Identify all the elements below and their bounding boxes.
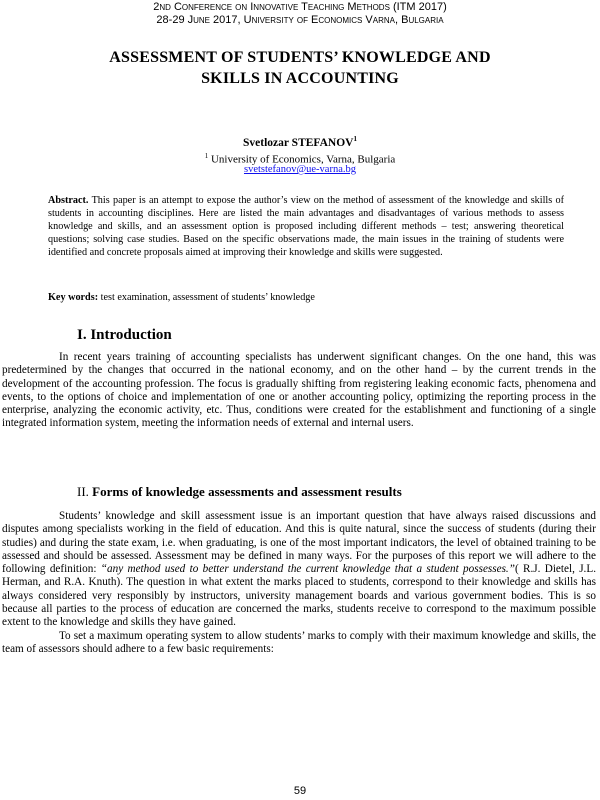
definition-quote: “any method used to better understand the current knowledge that a student possesses.” bbox=[100, 563, 515, 576]
author-name bbox=[0, 132, 600, 150]
affiliation-text: University of Economics, Varna, Bulgaria bbox=[210, 153, 396, 166]
paper-title-line-1: ASSESSMENT OF STUDENTS’ KNOWLEDGE AND bbox=[109, 49, 491, 66]
introduction-paragraph: In recent years training of accounting specialists has underwent significant changes. On the one hand, this was predetermined by the changes that occurred in the national economy, and on the other hand – by the current trends in the development of the accounting profession. The focus is gradually shifting from registering leaking economic facts, phenomena and events, to the options of choice and implementation of one or another accounting policy, optimizing the reporting process in the enterprise, analyzing the economic activity, etc. Thus, conditions were created for the establishment and functioning of a single integrated information system, meeting the information needs of external and internal users. bbox=[2, 351, 596, 430]
author-superscript: 1 bbox=[353, 135, 357, 143]
affiliation-superscript: 1 bbox=[204, 152, 209, 160]
paper-title bbox=[20, 47, 580, 89]
forms-body bbox=[2, 510, 596, 656]
keywords-label: Key words: bbox=[48, 292, 99, 303]
abstract bbox=[48, 195, 564, 260]
paper-title-line-2: SKILLS IN ACCOUNTING bbox=[201, 70, 399, 87]
introduction-body bbox=[2, 351, 596, 431]
keywords bbox=[48, 291, 564, 304]
abstract-first-sentence: This paper is an attempt to expose the author’s view on the method of bbox=[91, 195, 386, 206]
conference-line: 2nd Conference on Innovative Teaching Methods (ITM 2017) bbox=[153, 1, 447, 13]
section-heading-introduction: I. Introduction bbox=[77, 327, 172, 343]
page-number: 59 bbox=[293, 785, 307, 797]
conference-date-line: 28-29 June 2017, University of Economics Varna, Bulgaria bbox=[156, 14, 444, 26]
author-email bbox=[0, 163, 600, 176]
forms-paragraph-2: To set a maximum operating system to allow students’ marks to comply with their maximum knowledge and skills, the team of assessors should adhere to a few basic requirements: bbox=[2, 629, 596, 655]
abstract-label: Abstract. bbox=[48, 195, 89, 206]
author-email-link[interactable]: svetstefanov@ue-varna.bg bbox=[243, 164, 356, 175]
author-name-text: Svetlozar STEFANOV bbox=[243, 136, 354, 149]
running-header bbox=[0, 1, 600, 27]
abstract-text: assessment of the knowledge and skills of students in accounting disciplines. Here are listed the main advantages and disadvantages of various methods to assess knowledge and skills, and an assessment option is proposed including different methods – test; answering theoretical questions; solving case studies. Based on the specific observations made, the main issues in the training of students were identified and concrete proposals aimed at improving their knowledge and skills were suggested. bbox=[48, 195, 564, 258]
forms-paragraph-1-part-1: Students’ knowledge and skill assessment issue is an important question that have always raised discussions and disputes among specialists working in the field of education. And this is quite natural, since the success of students (during their studies) and during the state exam, i.e. when graduating, is one of the most important indicators, the level of obtained training to be assessed and should be assessed. Assessment may be defined in many ways. For the purposes of this report we will adhere to the following definition: bbox=[2, 510, 596, 576]
section-number: II. bbox=[77, 484, 89, 499]
section-heading-text: Forms of knowledge assessments and assessment results bbox=[92, 484, 402, 499]
forms-paragraph-1 bbox=[2, 510, 596, 630]
keywords-text: test examination, assessment of students’ knowledge bbox=[100, 292, 315, 303]
forms-paragraph-1-part-2: ( R.J. Dietel, J.L. Herman, and R.A. Knuth). The question in what extent the marks placed to students, correspond to their knowledge and skills has always considered very responsibly by instructors, university management boards and various government bodies. This is so because all parties to the process of education are concerned the marks, students receive to correspond to the maximum possible extent to the knowledge and skills they have gained. bbox=[2, 563, 596, 629]
section-heading-forms bbox=[77, 484, 402, 500]
